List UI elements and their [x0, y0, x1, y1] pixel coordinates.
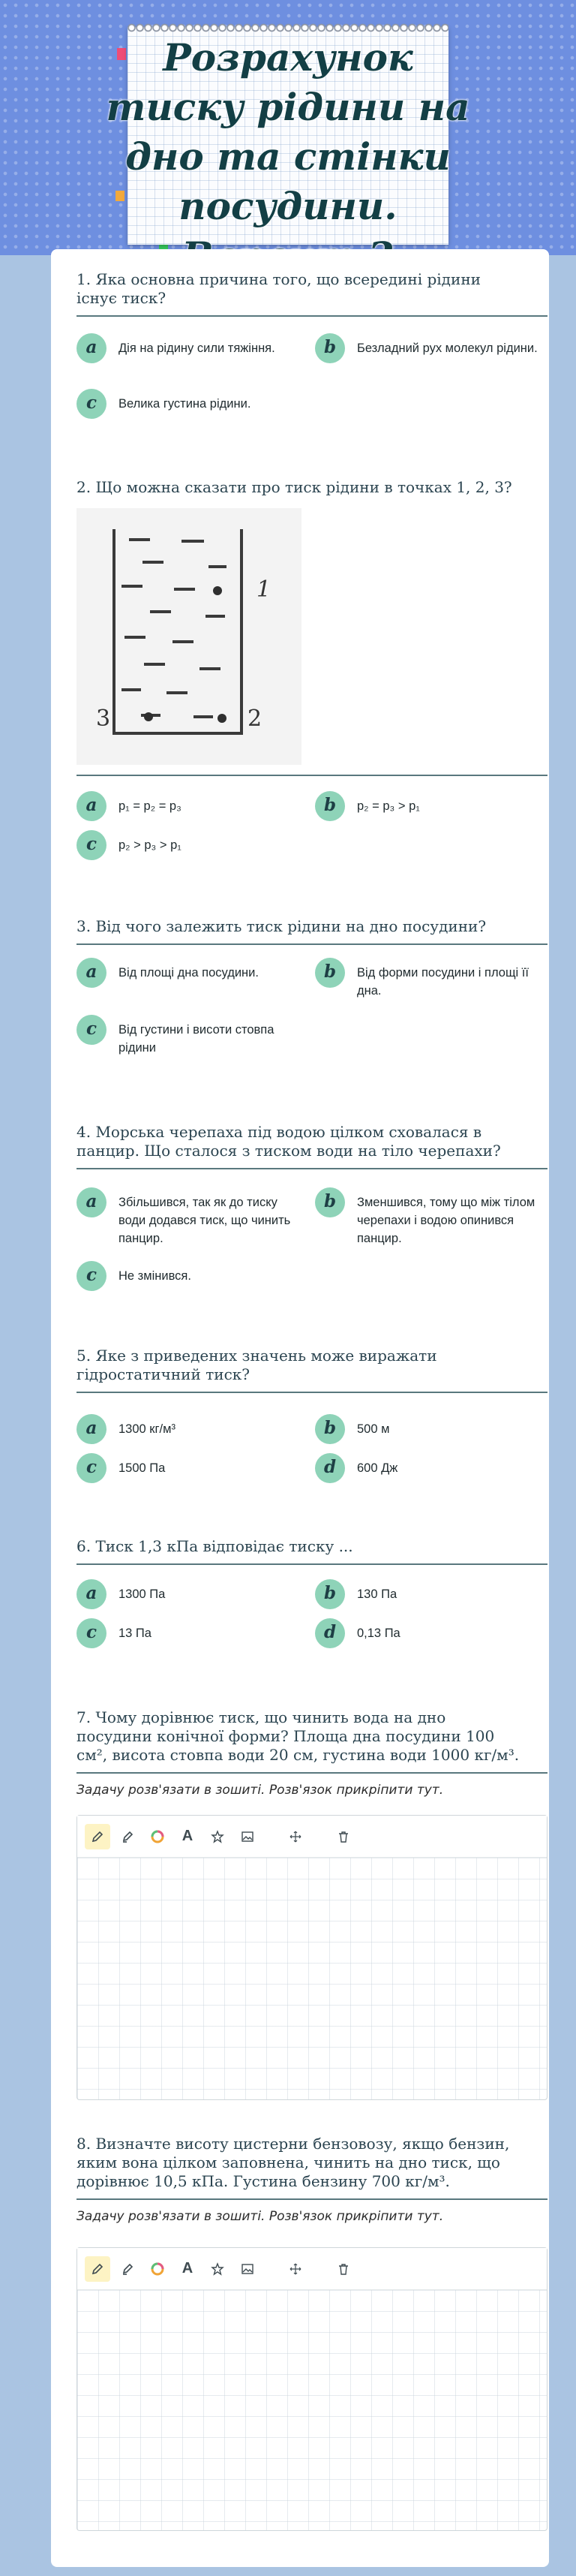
header-banner [0, 0, 576, 255]
q7-divider [76, 1772, 548, 1774]
q1-block [76, 270, 548, 317]
option-letter-d: d [315, 1453, 345, 1483]
option-text: p₁ = p₂ = p₃ [118, 799, 182, 813]
q1-divider [76, 315, 548, 317]
vessel-diagram [76, 508, 302, 765]
q1-option-b[interactable] [315, 333, 549, 363]
option-letter-c: c [76, 1261, 106, 1291]
spiral-binding [128, 20, 448, 35]
q2-block [76, 478, 548, 497]
q5-block [76, 1347, 548, 1393]
option-letter-b: b [315, 333, 345, 363]
option-text: Безладний рух молекул рідини. [357, 342, 538, 355]
option-letter-a: a [76, 1579, 106, 1609]
vessel-figure [76, 508, 302, 765]
point-label-2: 2 [248, 706, 262, 732]
move-icon[interactable] [283, 1824, 308, 1849]
q4-option-c[interactable] [76, 1261, 302, 1291]
q8-title: 8. Визначте висоту цистерни бензовозу, якщо бензин, яким вона цілком заповнена, чинить на дно тиск, що дорівнює 10,5 кПа. Густина бензину 700 кг/м³. [76, 2135, 510, 2190]
q3-block [76, 917, 548, 945]
option-text: p₂ = p₃ > p₁ [357, 799, 420, 813]
marker-icon[interactable] [115, 2256, 140, 2282]
option-letter-b: b [315, 1579, 345, 1609]
image-icon[interactable] [235, 1824, 260, 1849]
option-letter-a: a [76, 333, 106, 363]
option-letter-c: c [76, 1015, 106, 1045]
option-text: Дія на рідину сили тяжіння. [118, 342, 275, 355]
quiz-content [51, 249, 549, 2567]
option-letter-b: b [315, 958, 345, 988]
q6-option-d[interactable] [315, 1618, 549, 1648]
option-text: Від густини і висоти стовпа рідини [118, 1023, 274, 1055]
image-icon[interactable] [235, 2256, 260, 2282]
q5-option-b[interactable] [315, 1414, 549, 1444]
option-letter-a: a [76, 1187, 106, 1217]
option-letter-b: b [315, 1187, 345, 1217]
option-text: Від площі дна посудини. [118, 966, 259, 980]
move-icon[interactable] [283, 2256, 308, 2282]
q3-option-c[interactable] [76, 1015, 302, 1057]
trash-icon[interactable] [331, 1824, 356, 1849]
option-letter-b: b [315, 1414, 345, 1444]
pencil-icon[interactable] [85, 1824, 110, 1849]
q8-instruction: Задачу розв'язати в зошиті. Розв'язок прикріпити тут. [76, 2209, 444, 2224]
q1-option-a[interactable] [76, 333, 302, 363]
q3-option-a[interactable] [76, 958, 302, 988]
q1-option-c[interactable] [76, 389, 302, 419]
q2-divider [76, 775, 548, 776]
option-letter-c: c [76, 1618, 106, 1648]
q2-option-a[interactable] [76, 791, 302, 821]
q2-title: 2. Що можна сказати про тиск рідини в точках 1, 2, 3? [76, 478, 512, 496]
q7-drawing-canvas[interactable] [76, 1815, 548, 2100]
option-letter-a: a [76, 791, 106, 821]
trash-icon[interactable] [331, 2256, 356, 2282]
q6-option-b[interactable] [315, 1579, 549, 1609]
q5-title: 5. Яке з приведених значень може виражати гідростатичний тиск? [76, 1347, 437, 1383]
option-letter-c: c [76, 830, 106, 860]
option-text: Від форми посудини і площі її дна. [357, 966, 529, 998]
q8-divider [76, 2198, 548, 2200]
page-title: Розрахунок тиску рідини на дно та стінки посудини. [106, 35, 470, 228]
option-text: p₂ > p₃ > p₁ [118, 838, 182, 852]
color-picker-icon[interactable] [145, 2256, 170, 2282]
option-text: 1300 Па [118, 1587, 166, 1601]
q8-block [76, 2135, 548, 2224]
text-tool-icon[interactable]: A [182, 2260, 194, 2277]
option-letter-d: d [315, 1618, 345, 1648]
q1-title: 1. Яка основна причина того, що всередині рідини існує тиск? [76, 270, 481, 307]
option-text: 130 Па [357, 1587, 398, 1601]
q5-divider [76, 1392, 548, 1393]
q6-title: 6. Тиск 1,3 кПа відповідає тиску ... [76, 1537, 353, 1555]
q6-divider [76, 1563, 548, 1565]
option-text: 0,13 Па [357, 1627, 400, 1640]
q8-drawing-canvas[interactable] [76, 2247, 548, 2531]
q7-title: 7. Чому дорівнює тиск, що чинить вода на дно посудини конічної форми? Площа дна посудини 100 см², висота стовпа води 20 см, густина води 1000 кг/м³. [76, 1708, 520, 1764]
option-text: Не змінився. [118, 1269, 191, 1283]
q3-title: 3. Від чого залежить тиск рідини на дно посудини? [76, 917, 487, 935]
q5-option-a[interactable] [76, 1414, 302, 1444]
q2-option-b[interactable] [315, 791, 549, 821]
q5-option-c[interactable] [76, 1453, 302, 1483]
option-letter-a: a [76, 1414, 106, 1444]
color-picker-icon[interactable] [145, 1824, 170, 1849]
q7-instruction: Задачу розв'язати в зошиті. Розв'язок прикріпити тут. [76, 1783, 444, 1798]
option-text: 600 Дж [357, 1461, 398, 1475]
option-letter-a: a [76, 958, 106, 988]
option-letter-c: c [76, 1453, 106, 1483]
q6-option-a[interactable] [76, 1579, 302, 1609]
q5-option-d[interactable] [315, 1453, 549, 1483]
point-label-3: 3 [96, 706, 111, 732]
option-text: 1300 кг/м³ [118, 1422, 176, 1436]
q2-option-c[interactable] [76, 830, 302, 860]
point-label-1: 1 [256, 576, 272, 603]
text-tool-icon[interactable]: A [182, 1828, 194, 1844]
q6-block [76, 1537, 548, 1565]
option-text: 500 м [357, 1422, 390, 1436]
pencil-icon[interactable] [85, 2256, 110, 2282]
drawing-toolbar [77, 2248, 547, 2290]
option-text: 1500 Па [118, 1461, 166, 1475]
star-icon[interactable] [205, 1824, 230, 1849]
q3-option-b[interactable] [315, 958, 549, 1000]
marker-icon[interactable] [115, 1824, 140, 1849]
q4-divider [76, 1168, 548, 1169]
option-text: 13 Па [118, 1627, 152, 1640]
q3-divider [76, 943, 548, 945]
option-text: Збільшився, так як до тиску води додався тиск, що чинить панцир. [118, 1196, 291, 1245]
q7-block [76, 1708, 548, 1798]
q4-block [76, 1123, 548, 1169]
star-icon[interactable] [205, 2256, 230, 2282]
q4-option-a[interactable] [76, 1187, 302, 1247]
option-text: Велика густина рідини. [118, 397, 251, 411]
option-text: Зменшився, тому що між тілом черепахи і водою опинився панцир. [357, 1196, 536, 1245]
drawing-toolbar [77, 1816, 547, 1858]
q4-title: 4. Морська черепаха під водою цілком сховалася в панцир. Що сталося з тиском води на тіло черепахи? [76, 1123, 501, 1160]
option-letter-b: b [315, 791, 345, 821]
option-letter-c: c [76, 389, 106, 419]
q6-option-c[interactable] [76, 1618, 302, 1648]
q4-option-b[interactable] [315, 1187, 549, 1247]
